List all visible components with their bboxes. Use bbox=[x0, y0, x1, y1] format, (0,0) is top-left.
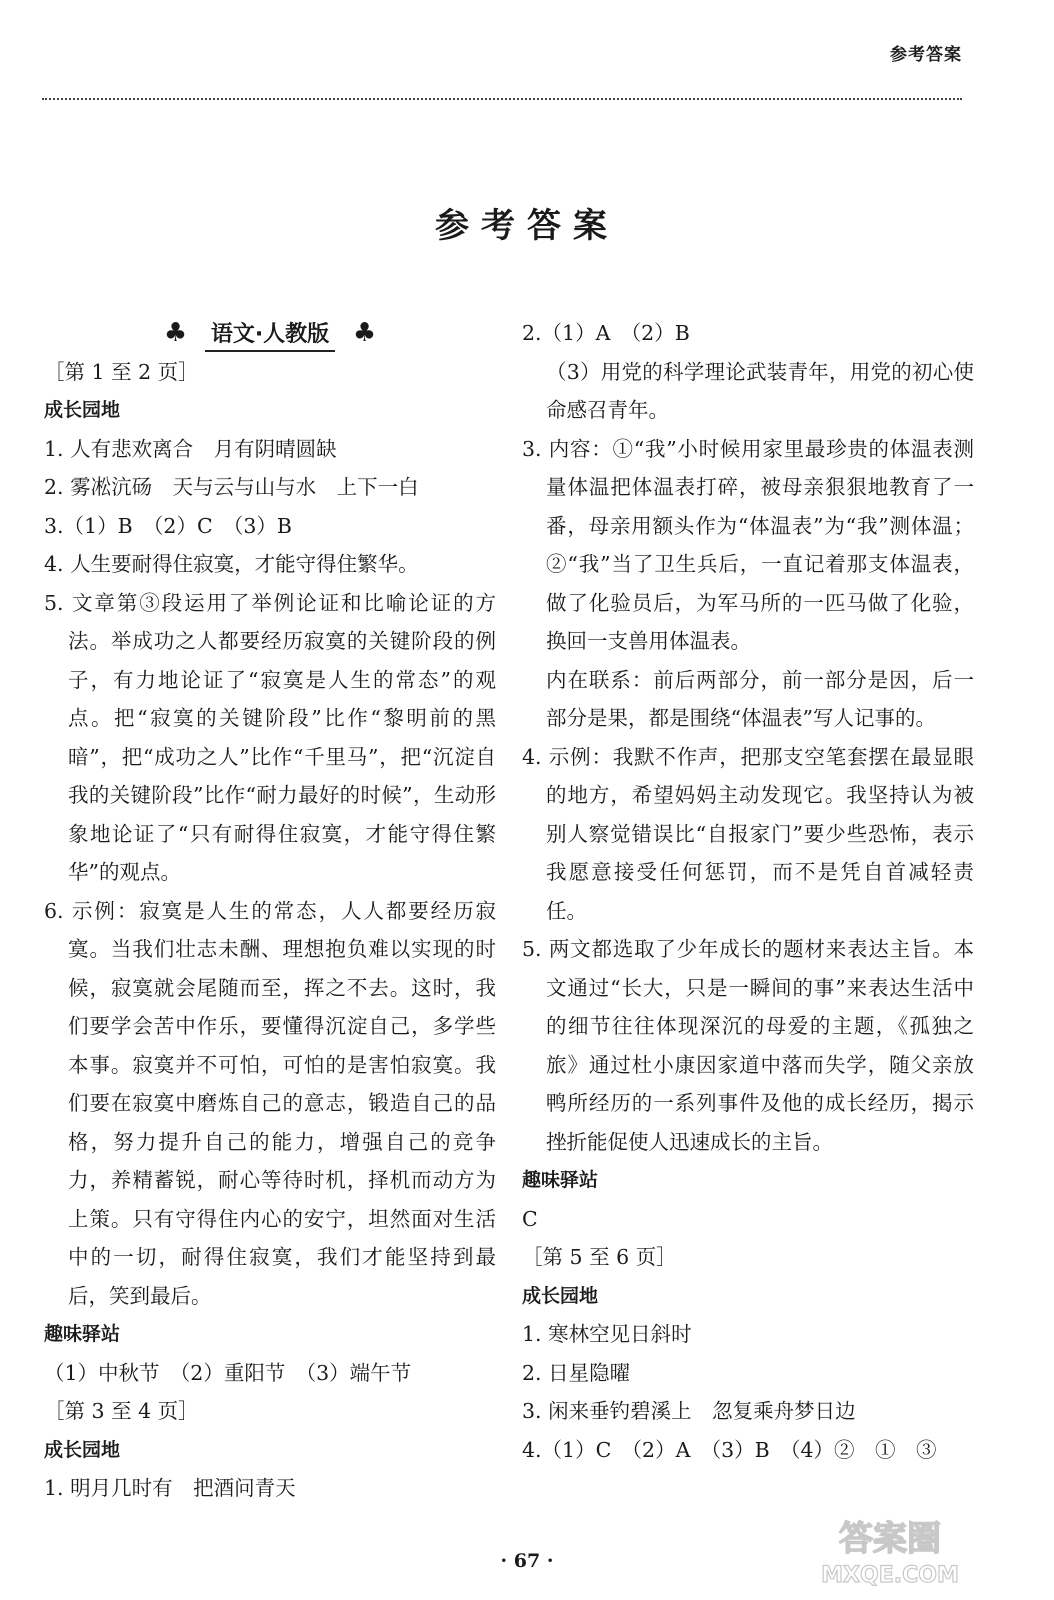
page-title: 参考答案 bbox=[435, 206, 619, 246]
answer-item: 3. 内容：①“我”小时候用家里最珍贵的体温表测量体温把体温表打碎，被母亲狠狠地教育了一番，母亲用额头作为“体温表”为“我”测体温；②“我”当了卫生兵后，一直记着那支体温表，做了化验员后，为军马所的一匹马做了化验，换回一支兽用体温表。 bbox=[522, 436, 974, 653]
running-head: 参考答案 bbox=[890, 45, 962, 65]
section-heading: 成长园地 bbox=[44, 1438, 121, 1461]
answer-continuation: 内在联系：前后两部分，前一部分是因，后一部分是果，都是围绕“体温表”写人记事的。 bbox=[546, 667, 974, 730]
club-icon: ♣ bbox=[163, 318, 188, 348]
section-heading: 趣味驿站 bbox=[522, 1169, 599, 1191]
watermark-logo bbox=[800, 1510, 980, 1590]
page-range-label: ［第 3 至 4 页］ bbox=[44, 1399, 199, 1423]
section-heading: 成长园地 bbox=[522, 1284, 599, 1307]
answer-item: 5. 两文都选取了少年成长的题材来表达主旨。本文通过“长大，只是一瞬间的事”来表达生活中的细节往往体现深沉的母爱的主题，《孤独之旅》通过杜小康因家道中落而失学，随父亲放鸭所经历的一系列事件及他的成长经历，揭示挫折能促使人迅速成长的主旨。 bbox=[522, 937, 974, 1154]
answer-item: 2. 日星隐曜 bbox=[522, 1360, 631, 1385]
answer-item: 4.（1）C （2）A （3）B （4）② ① ③ bbox=[522, 1437, 937, 1462]
section-heading: 趣味驿站 bbox=[44, 1323, 121, 1345]
subject-label: 语文·人教版 bbox=[205, 320, 335, 352]
answer-item: 6. 示例：寂寞是人生的常态，人人都要经历寂寞。当我们壮志未酬、理想抱负难以实现的时候，寂寞就会尾随而至，挥之不去。这时，我们要学会苦中作乐，要懂得沉淀自己，多学些本事。寂寞并不可怕，可怕的是害怕寂寞。我们要在寂寞中磨炼自己的意志，锻造自己的品格，努力提升自己的能力，增强自己的竞争力，养精蓄锐，耐心等待时机，择机而动方为上策。只有守得住内心的安宁，坦然面对生活中的一切，耐得住寂寞，我们才能坚持到最后，笑到最后。 bbox=[44, 898, 496, 1308]
answer-item: 1. 明月几时有 把酒问青天 bbox=[44, 1476, 296, 1500]
subject-heading bbox=[44, 314, 496, 353]
watermark-subtext: MXQE.COM bbox=[821, 1563, 959, 1588]
left-answers bbox=[44, 353, 496, 1508]
section-heading: 成长园地 bbox=[44, 399, 121, 421]
answer-item: 5. 文章第③段运用了举例论证和比喻论证的方法。举成功之人都要经历寂寞的关键阶段的例子，有力地论证了“寂寞是人生的常态”的观点。把“寂寞的关键阶段”比作“黎明前的黑暗”，把“成功之人”比作“千里马”，把“沉淀自我的关键阶段”比作“耐力最好的时候”，生动形象地论证了“只有耐得住寂寞，才能守得住繁华”的观点。 bbox=[44, 590, 496, 884]
answer-continuation: （3）用党的科学理论武装青年，用党的初心使命感召青年。 bbox=[546, 359, 974, 422]
answer-item: 3. 闲来垂钓碧溪上 忽复乘舟梦日边 bbox=[522, 1399, 856, 1423]
right-column bbox=[522, 314, 974, 1469]
right-answers bbox=[522, 314, 974, 1469]
page-number: · 67 · bbox=[500, 1550, 554, 1572]
answer-item: 3.（1）B （2）C （3）B bbox=[44, 513, 293, 538]
answer-item: 4. 示例：我默不作声，把那支空笔套摆在最显眼的地方，希望妈妈主动发现它。我坚持认为被别人察觉错误比“自报家门”要少些恐怖，表示我愿意接受任何惩罚，而不是凭自首减轻责任。 bbox=[522, 744, 974, 923]
answer-item: 2.（1）A （2）B bbox=[522, 321, 690, 345]
answer-item: 1. 人有悲欢离合 月有阴晴圆缺 bbox=[44, 436, 337, 461]
answer-item: 2. 雾凇沆砀 天与云与山与水 上下一白 bbox=[44, 475, 419, 499]
answer-text: C bbox=[522, 1206, 538, 1231]
page-range-label: ［第 5 至 6 页］ bbox=[522, 1245, 677, 1269]
header-divider bbox=[42, 98, 962, 100]
answer-item: 4. 人生要耐得住寂寞，才能守得住繁华。 bbox=[44, 552, 419, 576]
left-column bbox=[44, 314, 496, 1508]
answer-text: （1）中秋节 （2）重阳节 （3）端午节 bbox=[44, 1360, 412, 1385]
page-range-label: ［第 1 至 2 页］ bbox=[44, 359, 199, 384]
watermark-text: 答案圈 bbox=[839, 1519, 941, 1559]
answer-item: 1. 寒林空见日斜时 bbox=[522, 1322, 692, 1346]
club-icon: ♣ bbox=[352, 318, 377, 348]
